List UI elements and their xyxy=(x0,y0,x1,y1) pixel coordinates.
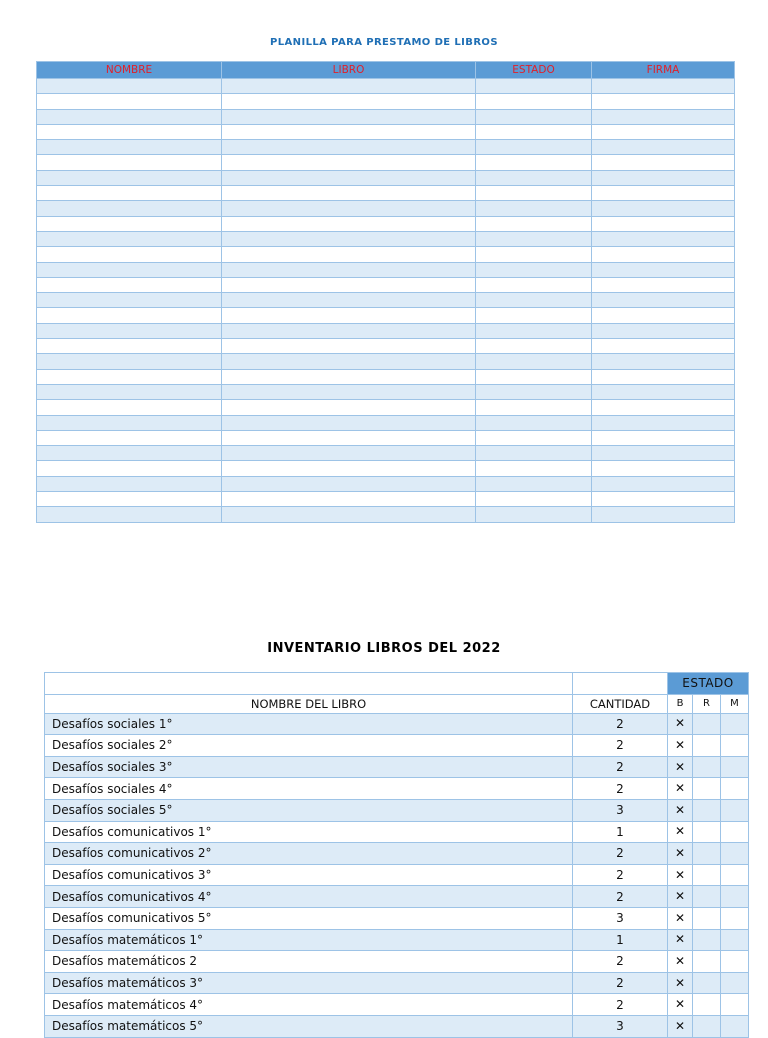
estado-b-cell: ✕ xyxy=(668,907,693,929)
quantity-cell: 1 xyxy=(573,821,668,843)
loan-cell[interactable] xyxy=(222,430,476,445)
estado-m-cell xyxy=(721,821,749,843)
loan-row xyxy=(37,492,735,507)
estado-r-cell xyxy=(693,713,721,735)
loan-cell[interactable] xyxy=(37,124,222,139)
loan-cell[interactable] xyxy=(476,476,592,491)
loan-cell[interactable] xyxy=(476,461,592,476)
book-name-cell: Desafíos matemáticos 2 xyxy=(45,951,573,973)
estado-r-cell xyxy=(693,843,721,865)
loan-cell[interactable] xyxy=(476,446,592,461)
loan-cell[interactable] xyxy=(37,277,222,292)
quantity-cell: 2 xyxy=(573,713,668,735)
estado-r-cell xyxy=(693,972,721,994)
loan-cell[interactable] xyxy=(476,507,592,522)
loan-cell[interactable] xyxy=(222,201,476,216)
loan-row xyxy=(37,446,735,461)
loan-row xyxy=(37,277,735,292)
loan-cell[interactable] xyxy=(476,109,592,124)
book-name-cell: Desafíos sociales 3° xyxy=(45,756,573,778)
inventory-row xyxy=(45,951,749,973)
loan-cell[interactable] xyxy=(476,415,592,430)
loan-cell[interactable] xyxy=(222,369,476,384)
quantity-cell: 2 xyxy=(573,972,668,994)
loan-cell[interactable] xyxy=(592,461,735,476)
loan-row xyxy=(37,109,735,124)
inventory-row xyxy=(45,886,749,908)
book-name-cell: Desafíos matemáticos 1° xyxy=(45,929,573,951)
loan-cell[interactable] xyxy=(592,186,735,201)
estado-r-cell xyxy=(693,907,721,929)
loan-cell[interactable] xyxy=(222,384,476,399)
book-name-cell: Desafíos sociales 4° xyxy=(45,778,573,800)
quantity-cell: 2 xyxy=(573,886,668,908)
loan-cell[interactable] xyxy=(37,476,222,491)
loan-cell[interactable] xyxy=(592,400,735,415)
loan-row xyxy=(37,201,735,216)
book-name-cell: Desafíos comunicativos 5° xyxy=(45,907,573,929)
loan-cell[interactable] xyxy=(37,140,222,155)
loan-cell[interactable] xyxy=(222,446,476,461)
loan-row xyxy=(37,461,735,476)
estado-b-cell: ✕ xyxy=(668,864,693,886)
col-b: B xyxy=(668,694,693,713)
book-name-cell: Desafíos matemáticos 3° xyxy=(45,972,573,994)
estado-b-cell: ✕ xyxy=(668,972,693,994)
loan-cell[interactable] xyxy=(37,430,222,445)
loan-cell[interactable] xyxy=(37,262,222,277)
loan-row xyxy=(37,354,735,369)
loan-cell[interactable] xyxy=(592,124,735,139)
book-name-cell: Desafíos matemáticos 5° xyxy=(45,1015,573,1037)
loan-row xyxy=(37,140,735,155)
inventory-table xyxy=(44,672,749,1038)
estado-b-cell: ✕ xyxy=(668,735,693,757)
loan-cell[interactable] xyxy=(592,216,735,231)
estado-r-cell xyxy=(693,951,721,973)
col-quantity: CANTIDAD xyxy=(573,694,668,713)
loan-row xyxy=(37,124,735,139)
loan-cell[interactable] xyxy=(592,323,735,338)
loan-cell[interactable] xyxy=(592,369,735,384)
inventory-title: INVENTARIO LIBROS DEL 2022 xyxy=(267,641,501,656)
estado-m-cell xyxy=(721,799,749,821)
loan-row xyxy=(37,155,735,170)
quantity-cell: 2 xyxy=(573,994,668,1016)
estado-r-cell xyxy=(693,735,721,757)
loan-cell[interactable] xyxy=(222,339,476,354)
loan-header-row xyxy=(37,62,735,79)
loan-cell[interactable] xyxy=(476,231,592,246)
loan-cell[interactable] xyxy=(37,446,222,461)
book-name-cell: Desafíos comunicativos 4° xyxy=(45,886,573,908)
estado-r-cell xyxy=(693,994,721,1016)
loan-cell[interactable] xyxy=(37,415,222,430)
loan-row xyxy=(37,369,735,384)
col-m: M xyxy=(721,694,749,713)
loan-cell[interactable] xyxy=(37,216,222,231)
loan-row xyxy=(37,79,735,94)
quantity-cell: 2 xyxy=(573,864,668,886)
loan-cell[interactable] xyxy=(476,155,592,170)
loan-cell[interactable] xyxy=(222,277,476,292)
estado-b-cell: ✕ xyxy=(668,951,693,973)
book-name-cell: Desafíos matemáticos 4° xyxy=(45,994,573,1016)
loan-cell[interactable] xyxy=(222,354,476,369)
loan-cell[interactable] xyxy=(592,476,735,491)
loan-cell[interactable] xyxy=(222,170,476,185)
loan-cell[interactable] xyxy=(222,323,476,338)
inventory-row xyxy=(45,821,749,843)
estado-m-cell xyxy=(721,886,749,908)
inventory-row xyxy=(45,713,749,735)
loan-cell[interactable] xyxy=(37,384,222,399)
loan-row xyxy=(37,400,735,415)
inventory-row xyxy=(45,907,749,929)
loan-cell[interactable] xyxy=(37,507,222,522)
quantity-cell: 1 xyxy=(573,929,668,951)
loan-cell[interactable] xyxy=(222,124,476,139)
inventory-row xyxy=(45,929,749,951)
estado-r-cell xyxy=(693,886,721,908)
loan-cell[interactable] xyxy=(222,308,476,323)
loan-row xyxy=(37,476,735,491)
book-name-cell: Desafíos comunicativos 1° xyxy=(45,821,573,843)
loan-cell[interactable] xyxy=(592,384,735,399)
inventory-row xyxy=(45,756,749,778)
loan-cell[interactable] xyxy=(592,293,735,308)
loan-row xyxy=(37,170,735,185)
estado-m-cell xyxy=(721,972,749,994)
estado-r-cell xyxy=(693,821,721,843)
estado-header-row xyxy=(45,673,749,695)
loan-cell[interactable] xyxy=(37,293,222,308)
loan-cell[interactable] xyxy=(592,201,735,216)
loan-cell[interactable] xyxy=(592,492,735,507)
loan-cell[interactable] xyxy=(476,79,592,94)
loan-cell[interactable] xyxy=(222,79,476,94)
estado-r-cell xyxy=(693,864,721,886)
estado-b-cell: ✕ xyxy=(668,1015,693,1037)
loan-row xyxy=(37,507,735,522)
loan-cell[interactable] xyxy=(476,369,592,384)
header-libro: LIBRO xyxy=(222,62,476,79)
estado-m-cell xyxy=(721,1015,749,1037)
loan-cell[interactable] xyxy=(476,94,592,109)
loan-cell[interactable] xyxy=(37,308,222,323)
loan-cell[interactable] xyxy=(37,155,222,170)
loan-row xyxy=(37,323,735,338)
book-name-cell: Desafíos comunicativos 2° xyxy=(45,843,573,865)
blank-cell xyxy=(573,673,668,695)
loan-cell[interactable] xyxy=(476,400,592,415)
loan-cell[interactable] xyxy=(222,155,476,170)
estado-m-cell xyxy=(721,843,749,865)
loan-cell[interactable] xyxy=(37,339,222,354)
loan-cell[interactable] xyxy=(592,446,735,461)
loan-cell[interactable] xyxy=(592,308,735,323)
estado-m-cell xyxy=(721,713,749,735)
loan-cell[interactable] xyxy=(222,109,476,124)
estado-r-cell xyxy=(693,1015,721,1037)
estado-r-cell xyxy=(693,799,721,821)
estado-b-cell: ✕ xyxy=(668,994,693,1016)
estado-b-cell: ✕ xyxy=(668,713,693,735)
loan-cell[interactable] xyxy=(222,94,476,109)
loan-cell[interactable] xyxy=(476,384,592,399)
estado-m-cell xyxy=(721,994,749,1016)
loan-cell[interactable] xyxy=(222,293,476,308)
estado-m-cell xyxy=(721,864,749,886)
loan-cell[interactable] xyxy=(37,461,222,476)
loan-cell[interactable] xyxy=(476,186,592,201)
loan-cell[interactable] xyxy=(37,369,222,384)
loan-row xyxy=(37,186,735,201)
loan-cell[interactable] xyxy=(476,430,592,445)
header-firma: FIRMA xyxy=(592,62,735,79)
inventory-row xyxy=(45,972,749,994)
inventory-row xyxy=(45,864,749,886)
loan-row xyxy=(37,94,735,109)
estado-r-cell xyxy=(693,929,721,951)
inventory-row xyxy=(45,994,749,1016)
loan-row xyxy=(37,216,735,231)
inventory-row xyxy=(45,778,749,800)
loan-cell[interactable] xyxy=(37,400,222,415)
loan-cell[interactable] xyxy=(476,170,592,185)
loan-cell[interactable] xyxy=(592,94,735,109)
loan-cell[interactable] xyxy=(476,124,592,139)
loan-cell[interactable] xyxy=(222,476,476,491)
loan-cell[interactable] xyxy=(222,216,476,231)
quantity-cell: 2 xyxy=(573,756,668,778)
loan-cell[interactable] xyxy=(592,262,735,277)
book-name-cell: Desafíos sociales 2° xyxy=(45,735,573,757)
loan-cell[interactable] xyxy=(592,79,735,94)
loan-cell[interactable] xyxy=(592,339,735,354)
estado-header: ESTADO xyxy=(668,673,749,695)
quantity-cell: 2 xyxy=(573,951,668,973)
loan-cell[interactable] xyxy=(37,170,222,185)
inventory-row xyxy=(45,735,749,757)
estado-b-cell: ✕ xyxy=(668,843,693,865)
loan-cell[interactable] xyxy=(476,216,592,231)
book-name-cell: Desafíos comunicativos 3° xyxy=(45,864,573,886)
estado-b-cell: ✕ xyxy=(668,821,693,843)
loan-cell[interactable] xyxy=(476,140,592,155)
loan-cell[interactable] xyxy=(476,339,592,354)
loan-cell[interactable] xyxy=(222,262,476,277)
estado-m-cell xyxy=(721,778,749,800)
inventory-row xyxy=(45,1015,749,1037)
estado-b-cell: ✕ xyxy=(668,799,693,821)
loan-cell[interactable] xyxy=(476,354,592,369)
loan-cell[interactable] xyxy=(37,186,222,201)
loan-cell[interactable] xyxy=(476,492,592,507)
loan-cell[interactable] xyxy=(37,492,222,507)
loan-cell[interactable] xyxy=(476,308,592,323)
loan-row xyxy=(37,430,735,445)
loan-cell[interactable] xyxy=(592,231,735,246)
loan-cell[interactable] xyxy=(592,140,735,155)
loan-cell[interactable] xyxy=(222,231,476,246)
loan-cell[interactable] xyxy=(222,140,476,155)
loan-row xyxy=(37,308,735,323)
inventory-header-row xyxy=(45,694,749,713)
loan-cell[interactable] xyxy=(592,155,735,170)
estado-b-cell: ✕ xyxy=(668,778,693,800)
loan-cell[interactable] xyxy=(222,186,476,201)
loan-cell[interactable] xyxy=(37,94,222,109)
loan-table xyxy=(36,61,735,523)
loan-row xyxy=(37,384,735,399)
loan-cell[interactable] xyxy=(37,109,222,124)
loan-cell[interactable] xyxy=(476,293,592,308)
loan-cell[interactable] xyxy=(592,247,735,262)
loan-cell[interactable] xyxy=(592,415,735,430)
loan-cell[interactable] xyxy=(476,201,592,216)
loan-cell[interactable] xyxy=(592,507,735,522)
loan-cell[interactable] xyxy=(476,247,592,262)
estado-m-cell xyxy=(721,951,749,973)
loan-cell[interactable] xyxy=(37,201,222,216)
book-name-cell: Desafíos sociales 5° xyxy=(45,799,573,821)
estado-r-cell xyxy=(693,778,721,800)
estado-m-cell xyxy=(721,756,749,778)
loan-cell[interactable] xyxy=(592,430,735,445)
estado-b-cell: ✕ xyxy=(668,756,693,778)
book-name-cell: Desafíos sociales 1° xyxy=(45,713,573,735)
loan-cell[interactable] xyxy=(37,247,222,262)
loan-cell[interactable] xyxy=(592,277,735,292)
header-nombre: NOMBRE xyxy=(37,62,222,79)
loan-cell[interactable] xyxy=(476,323,592,338)
loan-cell[interactable] xyxy=(37,79,222,94)
quantity-cell: 3 xyxy=(573,799,668,821)
estado-b-cell: ✕ xyxy=(668,886,693,908)
estado-m-cell xyxy=(721,929,749,951)
loan-cell[interactable] xyxy=(222,415,476,430)
loan-sheet-title: PLANILLA PARA PRESTAMO DE LIBROS xyxy=(270,37,498,48)
inventory-row xyxy=(45,799,749,821)
loan-cell[interactable] xyxy=(592,109,735,124)
estado-m-cell xyxy=(721,907,749,929)
loan-cell[interactable] xyxy=(222,400,476,415)
loan-row xyxy=(37,415,735,430)
blank-cell xyxy=(45,673,573,695)
loan-cell[interactable] xyxy=(222,461,476,476)
loan-cell[interactable] xyxy=(592,354,735,369)
quantity-cell: 2 xyxy=(573,843,668,865)
loan-cell[interactable] xyxy=(37,231,222,246)
col-r: R xyxy=(693,694,721,713)
loan-cell[interactable] xyxy=(476,262,592,277)
quantity-cell: 2 xyxy=(573,735,668,757)
quantity-cell: 3 xyxy=(573,1015,668,1037)
loan-cell[interactable] xyxy=(222,507,476,522)
loan-cell[interactable] xyxy=(37,354,222,369)
quantity-cell: 3 xyxy=(573,907,668,929)
loan-cell[interactable] xyxy=(37,323,222,338)
loan-cell[interactable] xyxy=(222,492,476,507)
inventory-row xyxy=(45,843,749,865)
estado-m-cell xyxy=(721,735,749,757)
col-book-name: NOMBRE DEL LIBRO xyxy=(45,694,573,713)
estado-r-cell xyxy=(693,756,721,778)
estado-b-cell: ✕ xyxy=(668,929,693,951)
loan-row xyxy=(37,339,735,354)
loan-cell[interactable] xyxy=(476,277,592,292)
loan-cell[interactable] xyxy=(592,170,735,185)
quantity-cell: 2 xyxy=(573,778,668,800)
loan-row xyxy=(37,293,735,308)
loan-cell[interactable] xyxy=(222,247,476,262)
loan-row xyxy=(37,262,735,277)
header-estado: ESTADO xyxy=(476,62,592,79)
loan-row xyxy=(37,247,735,262)
loan-row xyxy=(37,231,735,246)
